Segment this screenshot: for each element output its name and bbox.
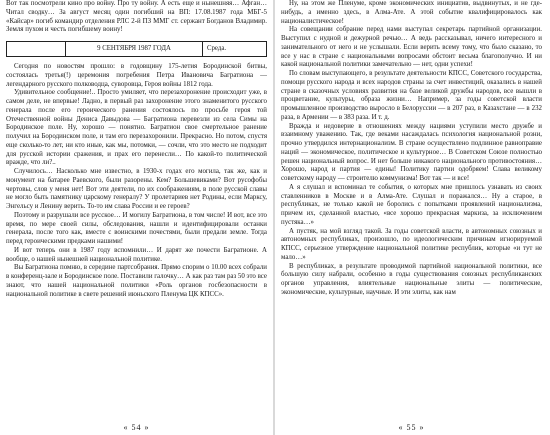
diary-header-blank-cell (7, 42, 66, 56)
paragraph: Вражда и недоверие в отношениях между нациями уступили место дружбе и взаимному уважению. Так, где веками насаждалась психология национальной розни, прочно утвердился интернационализм. В стране осуществлено подлинное равноправие наций — экономическое, политическое и культурное… В Советском Союзе полностью решен национальный вопрос. И нет больше никакого национального противостояния… Хорошо, народ и партия — едины! Политику партии одобряем! Слава великому советскому народу — строителю коммунизма! Вот так — и все! (281, 122, 542, 182)
left-page (6, 0, 267, 435)
diary-date: 9 СЕНТЯБРЯ 1987 ГОДА (66, 42, 203, 56)
paragraph: И вот теперь они в 1987 году вспомнили… И дарят же почести Багратионе. А вообще, о нашей нынешней национальной политике. (6, 246, 267, 263)
page-number: « 55 » (398, 423, 425, 432)
right-page-text (281, 0, 542, 298)
paragraph: А пустяк, на мой взгляд такой. За годы советской власти, в автономных союзных и автономных республиках, произошло, по идеологическим причинам игнорируемой КПСС, серьезное утверждение национальной политике республик, которые «и тут не мало…» (281, 227, 542, 261)
paragraph: А я слушал и вспоминал те события, о которых мне пришлось узнавать из своих ставленников в Москве и в Алма-Ате. Слушал и поражался… Ну а старое, в республиках, не только какой не боролись с попытками проявлений национализма, причем их, сделанной властью, «все хорошо прекрасная маркиза, за исключением пустяка…» (281, 183, 542, 226)
diary-entry-header (6, 41, 267, 57)
paragraph: Сегодня по новостям прошло: в годовщину 175-летия Бородинской битвы, состоялась третья(!) церемония погребения Петра Ивановича Багратиона — легендарного русского полководца, суворовца, Героя войны 1812 года. (6, 63, 267, 88)
paragraph: По словам выступающего, в результате деятельности КПСС, Советского государства, помощи русского народа и всех народов страны за счет инвестиций, оказались в нашей стране в сказочных условиях развития на базе великой дружбы народов, все вышли в процветание, культуры, образа жизни… Например, за годы советской власти промышленное производство выросло в Белоруссии — в 207 раз, в Казахстане — в 232 раза, в Армении — в 383 раза. И т. д. (281, 70, 542, 121)
page-number: « 54 » (123, 423, 150, 432)
book-gutter (273, 0, 275, 435)
paragraph: Случилось… Насколько мне известно, в 1930-х годах его могила, так же, как и монумент на батарее Раевского, были разорены. Кем? Большевиками? Вот русофобы чертовы, слов у меня нет! Вот эти деятели, по их соображениям, в поле русской славы не могло быть памятнику царскому генералу? У пролетариев нет Родины, если Марксу, Энгельсу и Ленину верить. То-то им слава России и ее героев? (6, 168, 267, 210)
paragraph: Поэтому и разрушали все русское… И могилу Багратиона, в том числе! И вот, все это время, по мере своей силы, обследования, нашли и идентифицировали останки генерала, после того как, вместе с воинскими почестями, были предали земле. Тогда перед героическими предками нашими! (6, 211, 267, 245)
paragraph: Вы Багратиона помню, в середине партсобрания. Прямо спорим о 10.00 всех собрали в конференц-зале и Бородинское поле. Поставили галочку… А как раз там раз 50 это все знают, что нашей национальной политики «Роль органов госбезопасности в национальной политике в свете решений июньского Пленума ЦК КПСС». (6, 264, 267, 298)
paragraph: Вот так посмотрели кино про войну. Про ту войну. А есть еще и нынешняя… Афган… Читал сводку… За август месяц один погибший на ВП: 17.08.1987 года МБГ-5 «Кайсар» погиб командир отделения РЛС 2-й ПЗ ММГ ст. сержант Богданов Владимир. Земля пухом и честь погибшему воину! (6, 0, 267, 34)
paragraph: В республиках, в результате проводимой партийной национальной политики, все большую силу набрали, особенно в годы существования союзных республиканских органов управления, влиятельные национальные элиты — политические, экономические, культурные, научные. И эти элиты, как нам (281, 262, 542, 296)
right-page (281, 0, 542, 435)
left-page-text (6, 0, 267, 299)
paragraph: Удивительное сообщение!.. Просто умиляет, что перезахоронение происходит уже, в самом деле, не впервые! Ладно, в первый раз захоронение этого знаменитого русского генерала после его героического ранения состоялось по просьбе героя той Отечественной войны Дениса Давыдова — Багратиона перевезли из села Симы на Бородинское поле. Ну, хорошо — понятно. Багратион свое смертельное ранение получил на Бородинском поле, и там его перезахоронили. Прекрасно. Но потом, спустя еще сколько-то лет, ни кто иные, как мы, потомки, — сочли, что это место не подходит для русской истории сражения, и прах его перенесли… По какой-то политической вражде, что ли?.. (6, 89, 267, 167)
paragraph: На совещании собрание перед нами выступал секретарь партийной организации. Выступил с нудной и дежурной речью… А ведь рассказывал, ничего интересного и занимательного от него и не услышали. Если верить всему тому, что было сказано, то все у нас в стране с национальными вопросами обстоит весьма благополучно. И ни какой национальной политики замечательно — нет, одни успехи! (281, 26, 542, 69)
diary-weekday: Среда. (207, 44, 227, 52)
paragraph: Ну, на этом же Пленуме, кроме экономических инициатив, выдвинутых, и не где-нибудь, а именно здесь, в Алма-Ате. А этой событие квалифицировалось как националистическое! (281, 0, 542, 25)
